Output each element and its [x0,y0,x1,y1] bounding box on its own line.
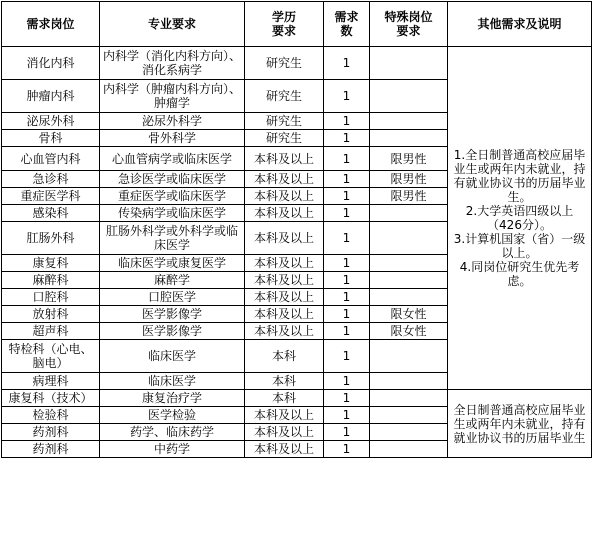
header-post: 需求岗位 [2,2,100,47]
major-cell: 康复治疗学 [100,390,245,407]
major-cell: 内科学（肿瘤内科方向）、肿瘤学 [100,80,245,113]
special-cell [370,80,448,113]
education-cell: 研究生 [245,47,324,80]
count-cell: 1 [324,289,370,306]
count-cell: 1 [324,80,370,113]
education-cell: 本科及以上 [245,306,324,323]
count-cell: 1 [324,306,370,323]
major-cell: 临床医学 [100,340,245,373]
major-cell: 内科学（消化内科方向）、消化系病学 [100,47,245,80]
education-cell: 研究生 [245,113,324,130]
count-cell: 1 [324,47,370,80]
special-cell [370,407,448,424]
post-cell: 康复科（技术） [2,390,100,407]
post-cell: 骨科 [2,130,100,147]
count-cell: 1 [324,407,370,424]
count-cell: 1 [324,147,370,171]
post-cell: 麻醉科 [2,272,100,289]
education-cell: 本科及以上 [245,441,324,458]
education-cell: 本科及以上 [245,323,324,340]
education-cell: 本科及以上 [245,289,324,306]
post-cell: 感染科 [2,205,100,222]
post-cell: 急诊科 [2,171,100,188]
major-cell: 医学影像学 [100,306,245,323]
count-cell: 1 [324,272,370,289]
count-cell: 1 [324,222,370,255]
notes-cell-graduate [448,47,592,390]
special-cell: 限女性 [370,306,448,323]
count-cell: 1 [324,424,370,441]
post-cell: 药剂科 [2,441,100,458]
post-cell: 口腔科 [2,289,100,306]
special-cell: 限男性 [370,188,448,205]
count-cell: 1 [324,205,370,222]
education-cell: 本科及以上 [245,205,324,222]
special-cell [370,47,448,80]
note-item: 4.同岗位研究生优先考虑。 [459,260,580,288]
major-cell: 泌尿外科学 [100,113,245,130]
major-cell: 口腔医学 [100,289,245,306]
education-cell: 本科 [245,390,324,407]
major-cell: 药学、临床药学 [100,424,245,441]
major-cell: 中药学 [100,441,245,458]
header-other: 其他需求及说明 [448,2,592,47]
special-cell [370,340,448,373]
education-cell: 本科及以上 [245,255,324,272]
header-education: 学历 要求 [245,2,324,47]
special-cell [370,390,448,407]
education-cell: 本科及以上 [245,222,324,255]
special-cell [370,222,448,255]
table-row [2,390,592,407]
major-cell: 医学影像学 [100,323,245,340]
education-cell: 本科 [245,373,324,390]
major-cell: 心血管病学或临床医学 [100,147,245,171]
post-cell: 消化内科 [2,47,100,80]
education-cell: 本科及以上 [245,407,324,424]
major-cell: 临床医学 [100,373,245,390]
post-cell: 肿瘤内科 [2,80,100,113]
major-cell: 骨外科学 [100,130,245,147]
post-cell: 检验科 [2,407,100,424]
post-cell: 康复科 [2,255,100,272]
count-cell: 1 [324,441,370,458]
major-cell: 临床医学或康复医学 [100,255,245,272]
post-cell: 泌尿外科 [2,113,100,130]
count-cell: 1 [324,130,370,147]
count-cell: 1 [324,390,370,407]
count-cell: 1 [324,171,370,188]
post-cell: 特检科（心电、脑电） [2,340,100,373]
post-cell: 放射科 [2,306,100,323]
count-cell: 1 [324,113,370,130]
post-cell: 超声科 [2,323,100,340]
education-cell: 本科及以上 [245,147,324,171]
major-cell: 传染病学或临床医学 [100,205,245,222]
header-major: 专业要求 [100,2,245,47]
post-cell: 重症医学科 [2,188,100,205]
special-cell: 限女性 [370,323,448,340]
count-cell: 1 [324,373,370,390]
post-cell: 肛肠外科 [2,222,100,255]
education-cell: 研究生 [245,80,324,113]
post-cell: 病理科 [2,373,100,390]
count-cell: 1 [324,255,370,272]
education-cell: 本科及以上 [245,272,324,289]
special-cell [370,289,448,306]
count-cell: 1 [324,188,370,205]
major-cell: 肛肠外科学或外科学或临床医学 [100,222,245,255]
special-cell [370,205,448,222]
major-cell: 麻醉学 [100,272,245,289]
major-cell: 医学检验 [100,407,245,424]
special-cell: 限男性 [370,171,448,188]
notes-cell-technical: 全日制普通高校应届毕业生或两年内未就业，持有就业协议书的历届毕业生 [448,390,592,458]
note-item: 2.大学英语四级以上（426分）。 [465,204,574,232]
special-cell [370,373,448,390]
note-item: 1.全日制普通高校应届毕业生或两年内未就业，持有就业协议书的历届毕业生。 [453,148,586,204]
count-cell: 1 [324,340,370,373]
header-row [2,2,592,47]
education-cell: 本科及以上 [245,424,324,441]
header-special: 特殊岗位 要求 [370,2,448,47]
education-cell: 本科 [245,340,324,373]
special-cell [370,441,448,458]
post-cell: 药剂科 [2,424,100,441]
special-cell [370,130,448,147]
special-cell [370,424,448,441]
count-cell: 1 [324,323,370,340]
header-count: 需求 数 [324,2,370,47]
major-cell: 急诊医学或临床医学 [100,171,245,188]
post-cell: 心血管内科 [2,147,100,171]
table-row [2,47,592,80]
special-cell [370,113,448,130]
education-cell: 本科及以上 [245,171,324,188]
special-cell: 限男性 [370,147,448,171]
recruitment-table [1,1,592,458]
special-cell [370,272,448,289]
major-cell: 重症医学或临床医学 [100,188,245,205]
education-cell: 研究生 [245,130,324,147]
special-cell [370,255,448,272]
note-item: 3.计算机国家（省）一级以上。 [453,232,586,260]
education-cell: 本科及以上 [245,188,324,205]
